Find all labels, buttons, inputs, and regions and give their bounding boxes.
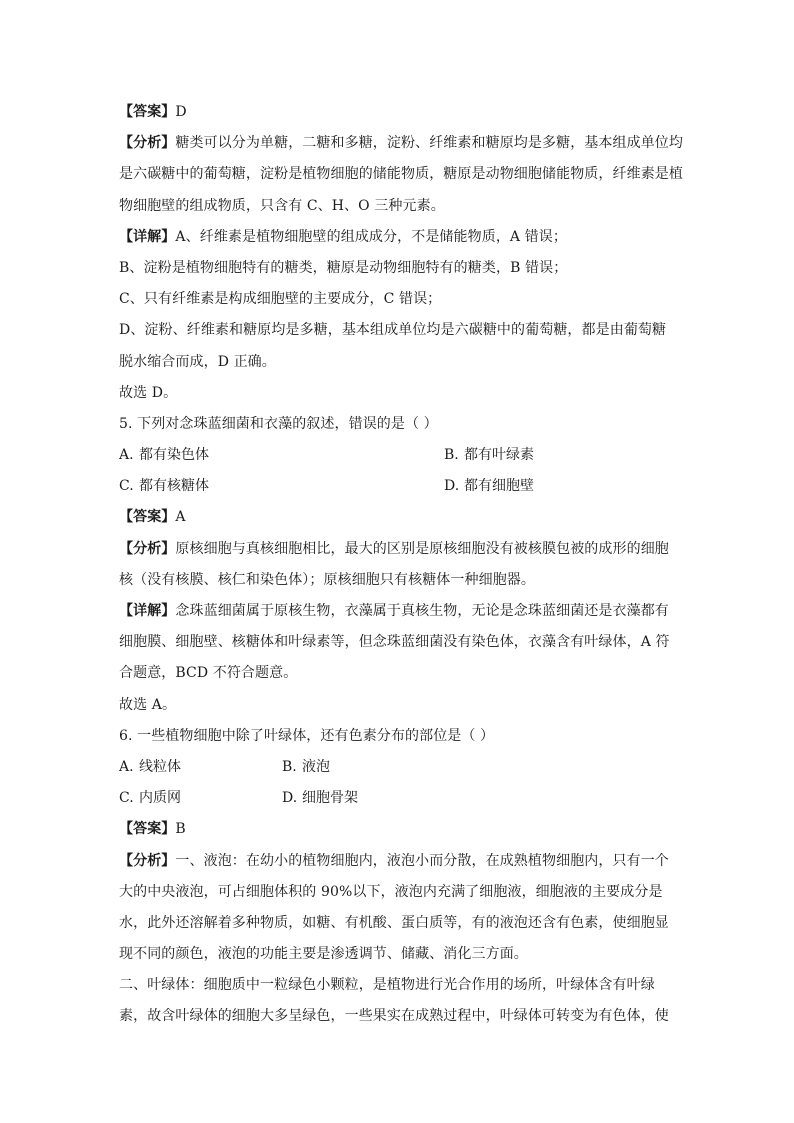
option-text: 线粒体: [139, 758, 181, 775]
document-page: [119, 97, 684, 1033]
q4-detail-line: [119, 222, 679, 253]
answer-tag: 【答案】: [119, 104, 176, 120]
answer-tag: 【答案】: [119, 509, 176, 526]
analysis-text: 一、液泡：在幼小的植物细胞内，液泡小而分散，在成熟植物细胞内，只有一个: [175, 852, 669, 869]
option-text: 细胞骨架: [302, 790, 358, 807]
q5-option-row: [119, 440, 679, 471]
q5-analysis-line: 核（没有核膜、核仁和染色体）；原核细胞只有核糖体一种细胞器。: [119, 571, 535, 588]
q6-analysis-line: 二、叶绿体：细胞质中一粒绿色小颗粒，是植物进行光合作用的场所，叶绿体含有叶绿: [119, 977, 655, 994]
q6-analysis-line: 大的中央液泡，可占细胞体积的 90%以下，液泡内充满了细胞液，细胞液的主要成分是: [119, 883, 663, 900]
q6-analysis-line: [119, 846, 679, 877]
q6-answer: [119, 814, 679, 845]
q6-stem: 6. 一些植物细胞中除了叶绿体，还有色素分布的部位是（ ）: [119, 727, 495, 744]
q4-analysis-line: [119, 128, 684, 159]
q5-option-a: [119, 440, 209, 471]
q6-option-d: [282, 783, 358, 814]
q5-option-c: [119, 471, 209, 502]
option-text: 液泡: [302, 758, 330, 775]
q5-option-b: [444, 440, 534, 471]
option-letter: A.: [119, 758, 134, 775]
q6-analysis-line: 素，故含叶绿体的细胞大多呈绿色，一些果实在成熟过程中，叶绿体可转变为有色体，使: [119, 1008, 669, 1025]
option-letter: B.: [444, 447, 459, 464]
q5-detail-line: 合题意，BCD 不符合题意。: [119, 665, 298, 682]
answer-value: B: [175, 821, 186, 838]
answer-tag: 【答案】: [119, 821, 176, 838]
analysis-text: 糖类可以分为单糖，二糖和多糖，淀粉、纤维素和糖原均是多糖，基本组成单位均: [175, 135, 684, 152]
analysis-tag: 【分析】: [119, 135, 176, 152]
q5-detail-line: 细胞膜、细胞壁、核糖体和叶绿素等，但念珠蓝细菌没有染色体，衣藻含有叶绿体，A 符: [119, 634, 670, 651]
q6-option-row: [119, 783, 679, 814]
answer-value: A: [175, 509, 186, 526]
q5-analysis-line: [119, 534, 679, 565]
q4-analysis-line: 是六碳糖中的葡萄糖，淀粉是植物细胞的储能物质，糖原是动物细胞储能物质，纤维素是植: [119, 166, 683, 183]
q5-answer: [119, 502, 679, 533]
analysis-text: 原核细胞与真核细胞相比，最大的区别是原核细胞没有被核膜包被的成形的细胞: [175, 540, 669, 557]
option-text: 都有细胞壁: [464, 478, 534, 495]
option-letter: C.: [119, 790, 134, 807]
q4-detail-line: 脱水缩合而成，D 正确。: [119, 353, 276, 370]
option-text: 都有染色体: [139, 447, 209, 464]
q5-stem: 5. 下列对念珠蓝细菌和衣藻的叙述，错误的是（ ）: [119, 415, 438, 432]
q4-detail-line: D、淀粉、纤维素和糖原均是多糖，基本组成单位均是六碳糖中的葡萄糖，都是由葡萄糖: [119, 322, 667, 339]
q4-detail-line: C、只有纤维素是构成细胞壁的主要成分，C 错误；: [119, 291, 442, 308]
q4-detail-line: B、淀粉是植物细胞特有的糖类，糖原是动物细胞特有的糖类，B 错误；: [119, 259, 568, 276]
detail-tag: 【详解】: [119, 228, 176, 245]
option-letter: B.: [282, 758, 297, 775]
detail-text: 念珠蓝细菌属于原核生物，衣藻属于真核生物，无论是念珠蓝细菌还是衣藻都有: [175, 603, 669, 619]
option-letter: C.: [119, 478, 134, 495]
option-letter: A.: [119, 447, 134, 464]
option-text: 都有核糖体: [139, 478, 209, 495]
option-letter: D.: [282, 790, 298, 807]
answer-value: D: [175, 104, 187, 120]
q4-analysis-line: 物细胞壁的组成物质，只含有 C、H、O 三种元素。: [119, 197, 445, 214]
analysis-tag: 【分析】: [119, 852, 176, 869]
q6-option-c: [119, 783, 181, 814]
option-letter: D.: [444, 478, 460, 495]
detail-text: A、纤维素是植物细胞壁的组成成分，不是储能物质，A 错误；: [175, 228, 567, 245]
q6-option-b: [282, 752, 330, 783]
q6-option-row: [119, 752, 679, 783]
option-text: 内质网: [139, 790, 181, 807]
q5-option-row: [119, 471, 679, 502]
q5-option-d: [444, 471, 534, 502]
detail-tag: 【详解】: [119, 603, 176, 619]
q5-conclusion: 故选 A。: [119, 696, 177, 713]
analysis-tag: 【分析】: [119, 540, 176, 557]
q5-detail-line: [119, 596, 679, 627]
q6-analysis-line: 现不同的颜色，液泡的功能主要是渗透调节、储藏、消化三方面。: [119, 946, 528, 963]
q6-option-a: [119, 752, 181, 783]
q6-analysis-line: 水，此外还溶解着多种物质，如糖、有机酸、蛋白质等，有的液泡还含有色素，使细胞显: [119, 914, 669, 931]
q4-conclusion: 故选 D。: [119, 384, 178, 401]
option-text: 都有叶绿素: [464, 447, 534, 464]
q4-answer: [119, 97, 679, 128]
